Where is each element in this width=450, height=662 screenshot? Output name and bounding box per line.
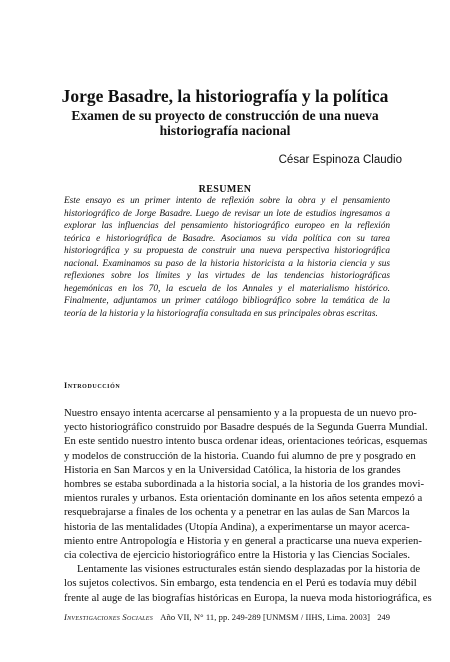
abstract-text: Este ensayo es un primer intento de reflexión sobre la obra y el pensamiento historiográfico de Jorge Basadre. Luego de revisar un lote de estudios ingresamos a explorar las influencias del pensamiento historiográfico europeo en la reflexión teórica e historiográfica de Basadre. Asociamos su vida política con su tarea historiográfica y su propuesta de construir una nueva perspectiva historiográfica nacional. Examinamos su paso de la historia historicista a la historia ciencia y sus reflexiones sobre los límites y las virtudes de las tendencias historiográficas hegemónicas en los 70, la escuela de los Annales y el materialismo histórico. Finalmente, adjuntamos un primer catálogo bibliográfico sobre la temática de la teoría de la historia y la historiografía consultada en sus principales obras escritas. — [64, 196, 390, 319]
body-line: miento entre Antropología e Historia y en general a practicarse una nueva experien- — [64, 534, 422, 547]
article-title: Jorge Basadre, la historiografía y la política — [61, 86, 389, 106]
body-line: Nuestro ensayo intenta acercarse al pensamiento y a la propuesta de un nuevo pro- — [64, 407, 417, 419]
body-line: resquebrajarse a finales de los ochenta y a penetrar en las aulas de San Marcos la — [64, 506, 410, 519]
citation-info: Año VII, N° 11, pp. 249-289 [UNMSM / IIHS, Lima. 2003] — [160, 612, 371, 622]
body-line: historia de las mentalidades (Utopía Andina), a experimentarse un mayor acerca- — [64, 520, 410, 533]
body-line: En este sentido nuestro intento busca ordenar ideas, orientaciones teóricas, esquemas — [64, 435, 428, 448]
body-line: Lentamente las visiones estructurales están siendo desplazadas por la historia de — [77, 563, 421, 576]
body-line: y modelos de construcción de la historia. Cuando fui alumno de pre y posgrado en — [64, 449, 416, 462]
journal-name: Investigaciones Sociales — [64, 612, 154, 622]
abstract-heading: RESUMEN — [198, 184, 252, 195]
body-line: cia colectiva de ejercicio historiográfico entre la Historia y las Ciencias Sociales. — [64, 549, 411, 562]
author-name: César Espinoza Claudio — [278, 154, 402, 166]
body-line: frente al auge de las biografías históricas en Europa, la nueva moda historiográfica, es — [64, 591, 432, 604]
section-heading: Introducción — [64, 381, 121, 390]
body-line: los sujetos colectivos. Sin embargo, esta tendencia en el Perú es todavía muy débil — [64, 577, 417, 590]
body-line: mientos rurales y urbanos. Esta orientación dominante en los años setenta empezó a — [64, 492, 423, 505]
body-line: hombres se estaba subordinada a la historia social, a la historia de los grandes movi- — [64, 478, 425, 491]
page-footer — [64, 612, 390, 622]
page-number: 249 — [377, 612, 390, 622]
body-line: yecto historiográfico construido por Basadre después de la Segunda Guerra Mundial. — [64, 421, 428, 434]
body-paragraph — [64, 406, 432, 605]
body-line: Historia en San Marcos y en la Universidad Católica, la historia de los grandes — [64, 463, 401, 476]
article-subtitle: Examen de su proyecto de construcción de una nueva historiografía nacional — [71, 108, 379, 138]
